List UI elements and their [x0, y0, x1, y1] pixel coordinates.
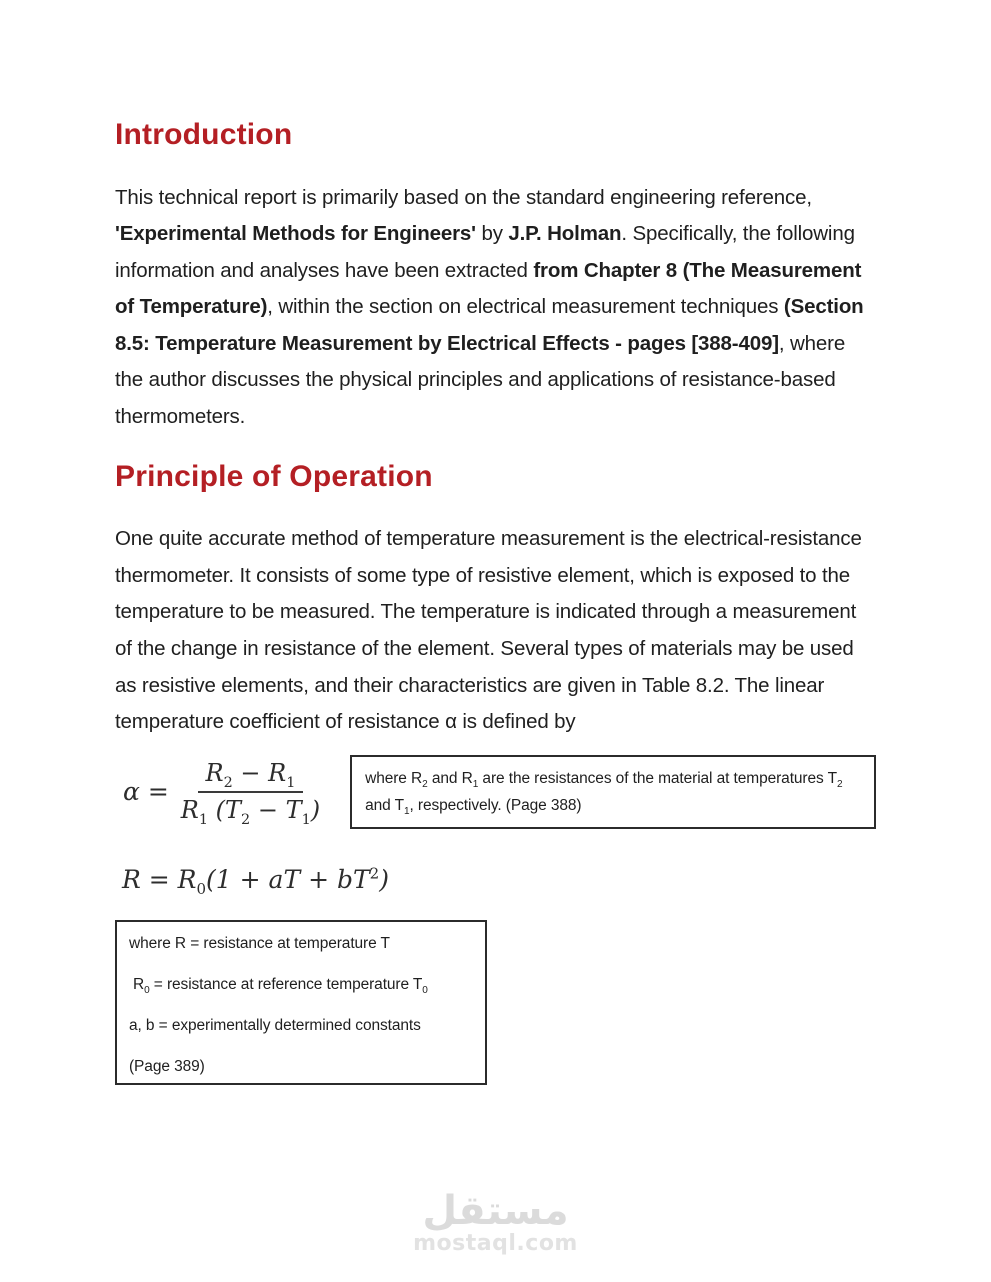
fraction-numerator: $R_2 - R_1$	[198, 759, 304, 793]
note-line-3: a, b = experimentally determined constants	[129, 1016, 421, 1034]
alpha-definition-formula	[123, 759, 324, 829]
watermark	[413, 1190, 578, 1256]
note-line-4: (Page 389)	[129, 1057, 205, 1075]
formula-lhs: α =	[123, 777, 169, 807]
mostaql-logo: مستقل	[422, 1188, 569, 1234]
resistance-note-box	[115, 920, 487, 1085]
fraction-denominator: $R_1$ $(T_2 - T_1)$	[180, 796, 321, 829]
formula-fraction	[177, 759, 324, 829]
note-line-2: $R_0$ = resistance at reference temperature $T_0$	[133, 975, 428, 996]
mostaql-domain-text: mostaql.com	[413, 1231, 578, 1256]
resistance-temperature-formula: $R = R_0(1$ + aT + $bT^2$)	[122, 864, 389, 898]
principle-heading: Principle of Operation	[115, 459, 433, 493]
note-line-1: where R = resistance at temperature T	[129, 934, 390, 952]
introduction-paragraph: This technical report is primarily based on the standard engineering reference, 'Experimental Methods for Engineers' by J.P. Holman. Specifically, the following information and analyses have been extracted from Chapter 8 (The Measurement of Temperature), within the section on electrical measurement techniques (Section 8.5: Temperature Measurement by Electrical Effects - pages [388-409], where the author discusses the physical principles and applications of resistance-based thermometers.	[115, 185, 864, 429]
alpha-formula-row	[115, 755, 876, 829]
alpha-note-box	[350, 755, 876, 829]
introduction-heading: Introduction	[115, 118, 293, 151]
principle-paragraph: One quite accurate method of temperature measurement is the electrical-resistance thermometer. It consists of some type of resistive element, which is exposed to the temperature to be measured. The temperature is indicated through a measurement of the change in resistance of the element. Several types of materials may be used as resistive elements, and their characteristics are given in Table 8.2. The linear temperature coefficient of resistance α is defined by	[115, 527, 862, 734]
alpha-note-text: where $R_2$ and $R_1$ are the resistances of the material at temperatures $T_2$ and $T_1$, respectively. (Page 388)	[365, 769, 843, 817]
